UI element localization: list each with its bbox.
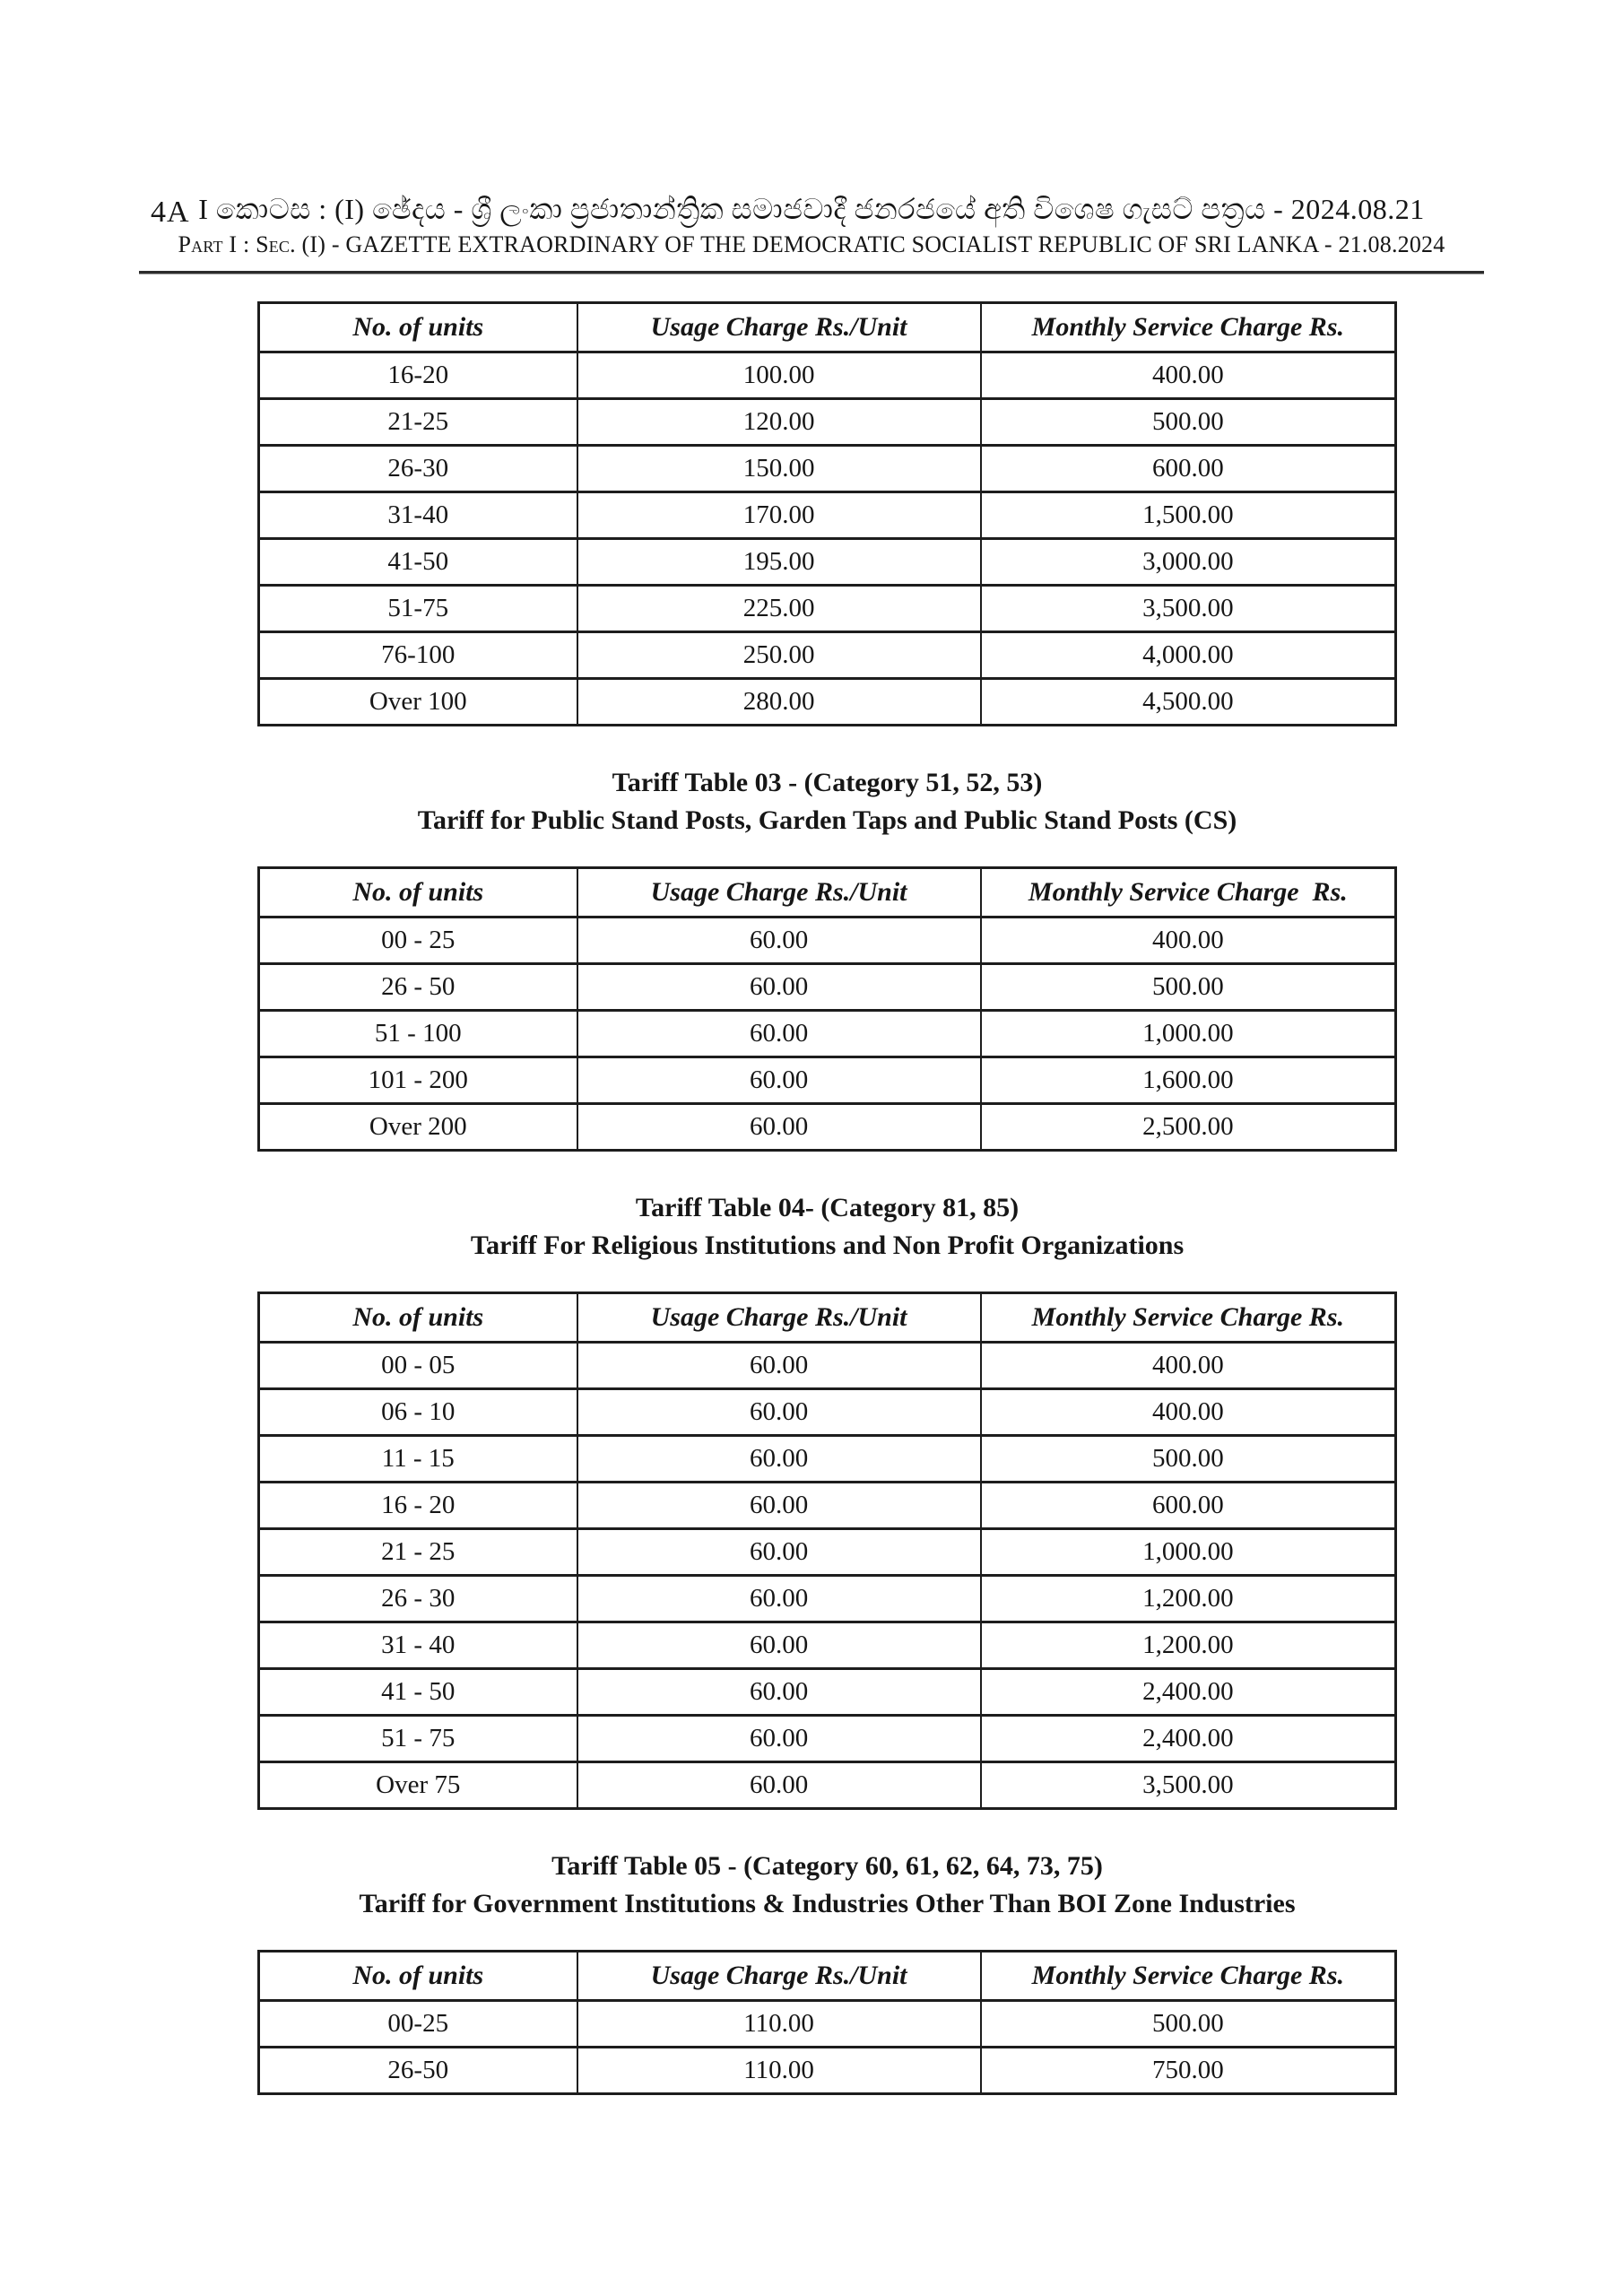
table-cell: 26 - 50 [259, 964, 577, 1011]
table-title [257, 764, 1397, 839]
table-cell: 600.00 [981, 1483, 1396, 1529]
table-row [259, 679, 1396, 726]
table-cell: 400.00 [981, 1389, 1396, 1436]
table-header-row [259, 303, 1396, 352]
page-number: 4A [151, 196, 190, 229]
column-header: No. of units [259, 868, 577, 918]
header-title-english-rest: - GAZETTE EXTRAORDINARY OF THE DEMOCRATIC SOCIALIST REPUBLIC OF SRI LANKA - 21.08.2024 [325, 231, 1445, 257]
table-cell: 16-20 [259, 352, 577, 399]
table-cell: 3,500.00 [981, 586, 1396, 632]
table-cell: 2,400.00 [981, 1716, 1396, 1762]
table-cell: 60.00 [577, 1011, 981, 1057]
table-cell: 60.00 [577, 1622, 981, 1669]
tariff-table-1 [257, 301, 1397, 726]
table-cell: 110.00 [577, 2001, 981, 2048]
table-header-row [259, 1952, 1396, 2001]
table-cell: 1,000.00 [981, 1011, 1396, 1057]
table-cell: 2,400.00 [981, 1669, 1396, 1716]
column-header: Monthly Service Charge Rs. [981, 303, 1396, 352]
table-cell: Over 200 [259, 1104, 577, 1151]
table-cell: 250.00 [577, 632, 981, 679]
table-row [259, 446, 1396, 492]
table-cell: 60.00 [577, 1529, 981, 1576]
tariff-table-2 [257, 866, 1397, 1152]
table-cell: 60.00 [577, 964, 981, 1011]
table-cell: 60.00 [577, 1576, 981, 1622]
tariff-table-section-1 [257, 301, 1397, 726]
table-cell: 21-25 [259, 399, 577, 446]
table-cell: 500.00 [981, 1436, 1396, 1483]
table-header-row [259, 868, 1396, 918]
table-title-line: Tariff Table 03 - (Category 51, 52, 53) [612, 768, 1043, 797]
table-cell: 150.00 [577, 446, 981, 492]
table-row [259, 1104, 1396, 1151]
table-cell: 00 - 25 [259, 918, 577, 964]
table-row [259, 1669, 1396, 1716]
header-title-english [0, 230, 1623, 260]
table-row [259, 1622, 1396, 1669]
table-cell: 60.00 [577, 1762, 981, 1809]
table-row [259, 1436, 1396, 1483]
table-title-line: Tariff for Government Institutions & Industries Other Than BOI Zone Industries [359, 1889, 1296, 1918]
table-cell: 2,500.00 [981, 1104, 1396, 1151]
table-row [259, 1716, 1396, 1762]
table-cell: 1,500.00 [981, 492, 1396, 539]
table-cell: 60.00 [577, 1436, 981, 1483]
table-cell: 41-50 [259, 539, 577, 586]
column-header: Usage Charge Rs./Unit [577, 1952, 981, 2001]
table-cell: 60.00 [577, 1483, 981, 1529]
header-titles [0, 190, 1623, 260]
table-cell: 51 - 100 [259, 1011, 577, 1057]
table-cell: 60.00 [577, 1343, 981, 1389]
table-cell: 4,500.00 [981, 679, 1396, 726]
table-cell: Over 75 [259, 1762, 577, 1809]
table-row [259, 539, 1396, 586]
table-cell: 76-100 [259, 632, 577, 679]
table-cell: 600.00 [981, 446, 1396, 492]
tariff-table-section-3 [257, 1189, 1397, 1810]
table-cell: 4,000.00 [981, 632, 1396, 679]
table-cell: 500.00 [981, 399, 1396, 446]
table-cell: 110.00 [577, 2048, 981, 2094]
table-cell: 1,000.00 [981, 1529, 1396, 1576]
table-cell: 170.00 [577, 492, 981, 539]
table-row [259, 632, 1396, 679]
table-cell: 60.00 [577, 1057, 981, 1104]
column-header: No. of units [259, 1293, 577, 1343]
table-cell: 400.00 [981, 352, 1396, 399]
table-cell: 1,600.00 [981, 1057, 1396, 1104]
table-cell: 11 - 15 [259, 1436, 577, 1483]
header-rule [139, 271, 1484, 274]
table-cell: 3,500.00 [981, 1762, 1396, 1809]
table-cell: 225.00 [577, 586, 981, 632]
table-cell: Over 100 [259, 679, 577, 726]
table-cell: 195.00 [577, 539, 981, 586]
tables-section [257, 301, 1397, 2095]
table-row [259, 1057, 1396, 1104]
column-header: Usage Charge Rs./Unit [577, 303, 981, 352]
table-cell: 3,000.00 [981, 539, 1396, 586]
table-title-line: Tariff Table 05 - (Category 60, 61, 62, 64, 73, 75) [551, 1851, 1103, 1881]
tariff-table-section-2 [257, 764, 1397, 1152]
table-title-line: Tariff Table 04- (Category 81, 85) [635, 1193, 1020, 1222]
table-cell: 16 - 20 [259, 1483, 577, 1529]
table-row [259, 2001, 1396, 2048]
table-cell: 60.00 [577, 918, 981, 964]
table-cell: 400.00 [981, 918, 1396, 964]
table-cell: 00-25 [259, 2001, 577, 2048]
table-cell: 1,200.00 [981, 1622, 1396, 1669]
column-header: No. of units [259, 303, 577, 352]
table-cell: 60.00 [577, 1389, 981, 1436]
table-row [259, 918, 1396, 964]
table-row [259, 1011, 1396, 1057]
table-cell: 26 - 30 [259, 1576, 577, 1622]
table-row [259, 352, 1396, 399]
table-cell: 280.00 [577, 679, 981, 726]
table-cell: 400.00 [981, 1343, 1396, 1389]
table-cell: 31 - 40 [259, 1622, 577, 1669]
table-cell: 500.00 [981, 2001, 1396, 2048]
table-row [259, 492, 1396, 539]
table-cell: 100.00 [577, 352, 981, 399]
table-row [259, 1389, 1396, 1436]
table-cell: 1,200.00 [981, 1576, 1396, 1622]
table-cell: 00 - 05 [259, 1343, 577, 1389]
table-cell: 26-30 [259, 446, 577, 492]
table-row [259, 1343, 1396, 1389]
table-title [257, 1189, 1397, 1265]
column-header: Usage Charge Rs./Unit [577, 868, 981, 918]
table-row [259, 586, 1396, 632]
table-cell: 60.00 [577, 1669, 981, 1716]
table-cell: 60.00 [577, 1716, 981, 1762]
table-row [259, 1483, 1396, 1529]
table-title [257, 1848, 1397, 1923]
tariff-table-3 [257, 1292, 1397, 1810]
table-cell: 26-50 [259, 2048, 577, 2094]
table-cell: 41 - 50 [259, 1669, 577, 1716]
table-header-row [259, 1293, 1396, 1343]
table-row [259, 1762, 1396, 1809]
table-row [259, 964, 1396, 1011]
table-cell: 750.00 [981, 2048, 1396, 2094]
table-cell: 101 - 200 [259, 1057, 577, 1104]
tariff-table-4 [257, 1950, 1397, 2095]
table-cell: 60.00 [577, 1104, 981, 1151]
tariff-table-section-4 [257, 1848, 1397, 2095]
table-title-line: Tariff For Religious Institutions and Non Profit Organizations [470, 1231, 1185, 1260]
table-row [259, 399, 1396, 446]
table-cell: 06 - 10 [259, 1389, 577, 1436]
table-row [259, 1576, 1396, 1622]
table-cell: 51 - 75 [259, 1716, 577, 1762]
column-header: Monthly Service Charge Rs. [981, 868, 1396, 918]
table-cell: 51-75 [259, 586, 577, 632]
table-cell: 500.00 [981, 964, 1396, 1011]
header-title-english-part-sec: Part I : Sec. (I) [178, 231, 326, 257]
column-header: Monthly Service Charge Rs. [981, 1952, 1396, 2001]
table-cell: 120.00 [577, 399, 981, 446]
table-cell: 21 - 25 [259, 1529, 577, 1576]
header-title-sinhala: I කොටස : (I) ඡේදය - ශ්‍රී ලංකා ප්‍රජාතාන්ත්‍රික සමාජවාදී ජනරජයේ අති විශෙෂ ගැසට් පත්‍රය - 2024.08.21 [198, 193, 1425, 225]
table-title-line: Tariff for Public Stand Posts, Garden Taps and Public Stand Posts (CS) [417, 805, 1237, 835]
table-row [259, 2048, 1396, 2094]
page-header [0, 0, 1623, 274]
table-cell: 31-40 [259, 492, 577, 539]
column-header: Monthly Service Charge Rs. [981, 1293, 1396, 1343]
column-header: Usage Charge Rs./Unit [577, 1293, 981, 1343]
table-row [259, 1529, 1396, 1576]
column-header: No. of units [259, 1952, 577, 2001]
